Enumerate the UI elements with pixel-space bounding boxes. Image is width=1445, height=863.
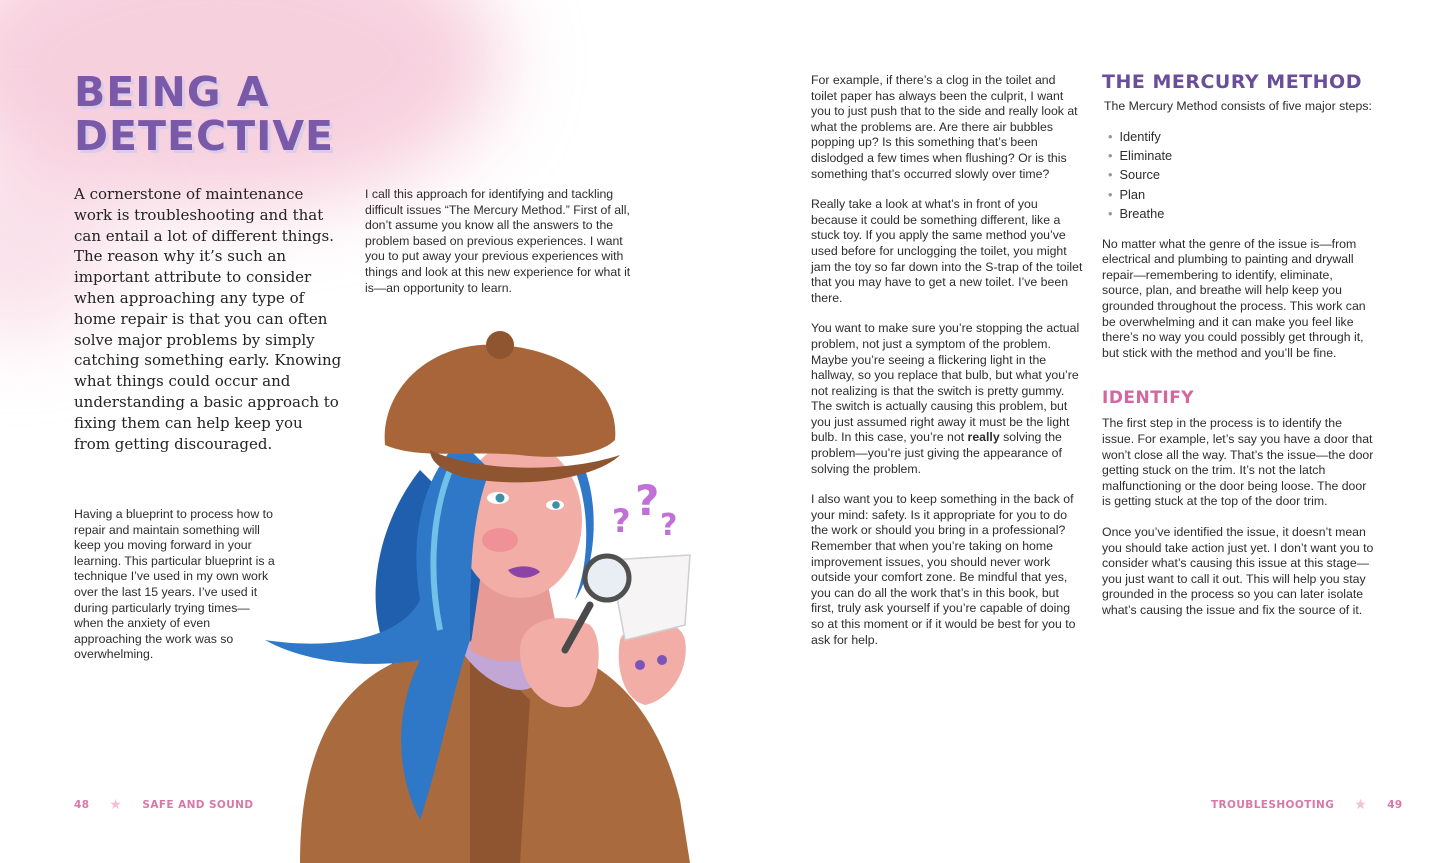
- bullet-icon: •: [1108, 186, 1113, 202]
- page-number: 48: [74, 799, 90, 811]
- running-header: SAFE AND SOUND: [142, 799, 254, 811]
- list-item: • Breathe: [1108, 206, 1165, 222]
- question-mark-icon: ?: [660, 508, 678, 543]
- list-item: • Source: [1108, 167, 1161, 183]
- page-number: 49: [1387, 799, 1403, 811]
- body-paragraph: Having a blueprint to process how to repair and maintain something will keep you moving forward in your learning. This particular blueprint is a technique I’ve used in my own work over the last 15 years. I’ve used it during particularly trying times—when the anxiety of even approaching the work was so overwhelming.: [74, 507, 275, 662]
- running-header: TROUBLESHOOTING: [1211, 799, 1335, 811]
- subsection-heading: IDENTIFY: [1102, 388, 1195, 409]
- list-item: • Eliminate: [1108, 148, 1173, 163]
- lead-paragraph: The Mercury Method consists of five major steps:: [1104, 99, 1372, 113]
- section-heading: THE MERCURY METHOD: [1102, 71, 1362, 93]
- title-line-2: DETECTIVE: [74, 112, 335, 160]
- body-paragraph: No matter what the genre of the issue is—from electrical and plumbing to painting and drywall repair—remembering to identify, eliminate, source, plan, and breathe will help keep you grounded throughout the process. This work can be overwhelming and it can make you feel like there’s no way you could possibly get through it, but stick with the method and you’ll be fine.: [1102, 236, 1366, 360]
- body-paragraph: I call this approach for identifying and tackling difficult issues “The Mercury Method.” First of all, don’t assume you know all the answers to the problem based on previous experiences. I want you to put away your previous experiences with things and look at this new experience for what it is—an opportunity to learn.: [365, 187, 631, 295]
- title-line-1: BEING A: [74, 68, 270, 116]
- star-icon: ★: [109, 797, 123, 813]
- intro-paragraph: A cornerstone of maintenance work is troubleshooting and that can entail a lot of different things. The reason why it’s such an important attribute to consider when approaching any type of home repair is that you can often solve major problems by simply catching something early. Knowing what things could occur and understanding a basic approach to fixing them can help keep you from getting discouraged.: [74, 185, 342, 453]
- right-page: [722, 0, 1445, 863]
- blush: [482, 528, 518, 552]
- body-paragraph: For example, if there’s a clog in the toilet and toilet paper has always been the culprit, I want you to just push that to the side and really look at what the problems are. Are there air bubbles popping up? Is this something that’s been dislodged a few times when flushing? Or is this something that’s occurred slowly over time?: [811, 73, 1078, 181]
- bold-word: really: [967, 430, 1000, 445]
- question-mark-icon: ?: [635, 476, 660, 525]
- body-paragraph: Once you’ve identified the issue, it doesn’t mean you should take action just yet. I don’t want you to consider what’s causing this issue at this stage—you just want to call it out. This will help you stay grounded in the process so you can later isolate what’s causing the issue and fix the source of it.: [1102, 524, 1374, 617]
- page-title: [74, 70, 334, 158]
- right-footer: [1211, 798, 1403, 812]
- left-body-column-2: [365, 187, 635, 311]
- bullet-icon: •: [1108, 128, 1113, 144]
- bullet-icon: •: [1108, 167, 1113, 183]
- right-body-column-2: [1102, 71, 1375, 634]
- hat-button: [486, 331, 514, 359]
- body-paragraph: I also want you to keep something in the back of your mind: safety. Is it appropriate for you to do the work or should you bring in a professional? Remember that when you’re taking on home improvement issues, you should never work outside your comfort zone. Be mindful that yes, you can do all the work that’s in this book, but first, truly ask yourself if you’re capable of doing so at this moment or if it would be best for you to ask for help.: [811, 492, 1076, 647]
- body-paragraph: Really take a look at what’s in front of you because it could be something different, like a stuck toy. If you apply the same method you’ve used before for unclogging the toilet, you might jam the toy so far down into the S-trap of the toilet that you may have to get a new toilet. I’ve been there.: [811, 197, 1083, 305]
- left-page: [0, 0, 722, 863]
- body-paragraph: You want to make sure you’re stopping the actual problem, not just a symptom of the problem. Maybe you’re seeing a flickering light in the hallway, so you replace that bulb, but what you’re not realizing is that the switch is pretty gummy. The switch is actually causing this problem, but you just assumed right away it must be the light bulb. In this case, you’re not really solving the problem—you’re just giving the appearance of solving the problem.: [811, 321, 1080, 476]
- question-mark-icon: ?: [612, 502, 631, 540]
- left-footer: [74, 798, 253, 812]
- detective-hat: [385, 345, 616, 457]
- right-body-column-1: [811, 73, 1083, 663]
- steps-list: [1108, 127, 1375, 224]
- body-paragraph: The first step in the process is to identify the issue. For example, let’s say you have a door that won’t close all the way. That’s the issue—the door getting stuck on the trim. It’s not the latch malfunctioning or the door being loose. The door is getting stuck at the top of the door trim.: [1102, 416, 1374, 509]
- list-item: • Plan: [1108, 186, 1146, 202]
- bullet-icon: •: [1108, 148, 1113, 163]
- bullet-icon: •: [1108, 206, 1113, 222]
- list-item: • Identify: [1108, 128, 1161, 144]
- detective-illustration: [245, 318, 722, 863]
- star-icon: ★: [1354, 797, 1368, 813]
